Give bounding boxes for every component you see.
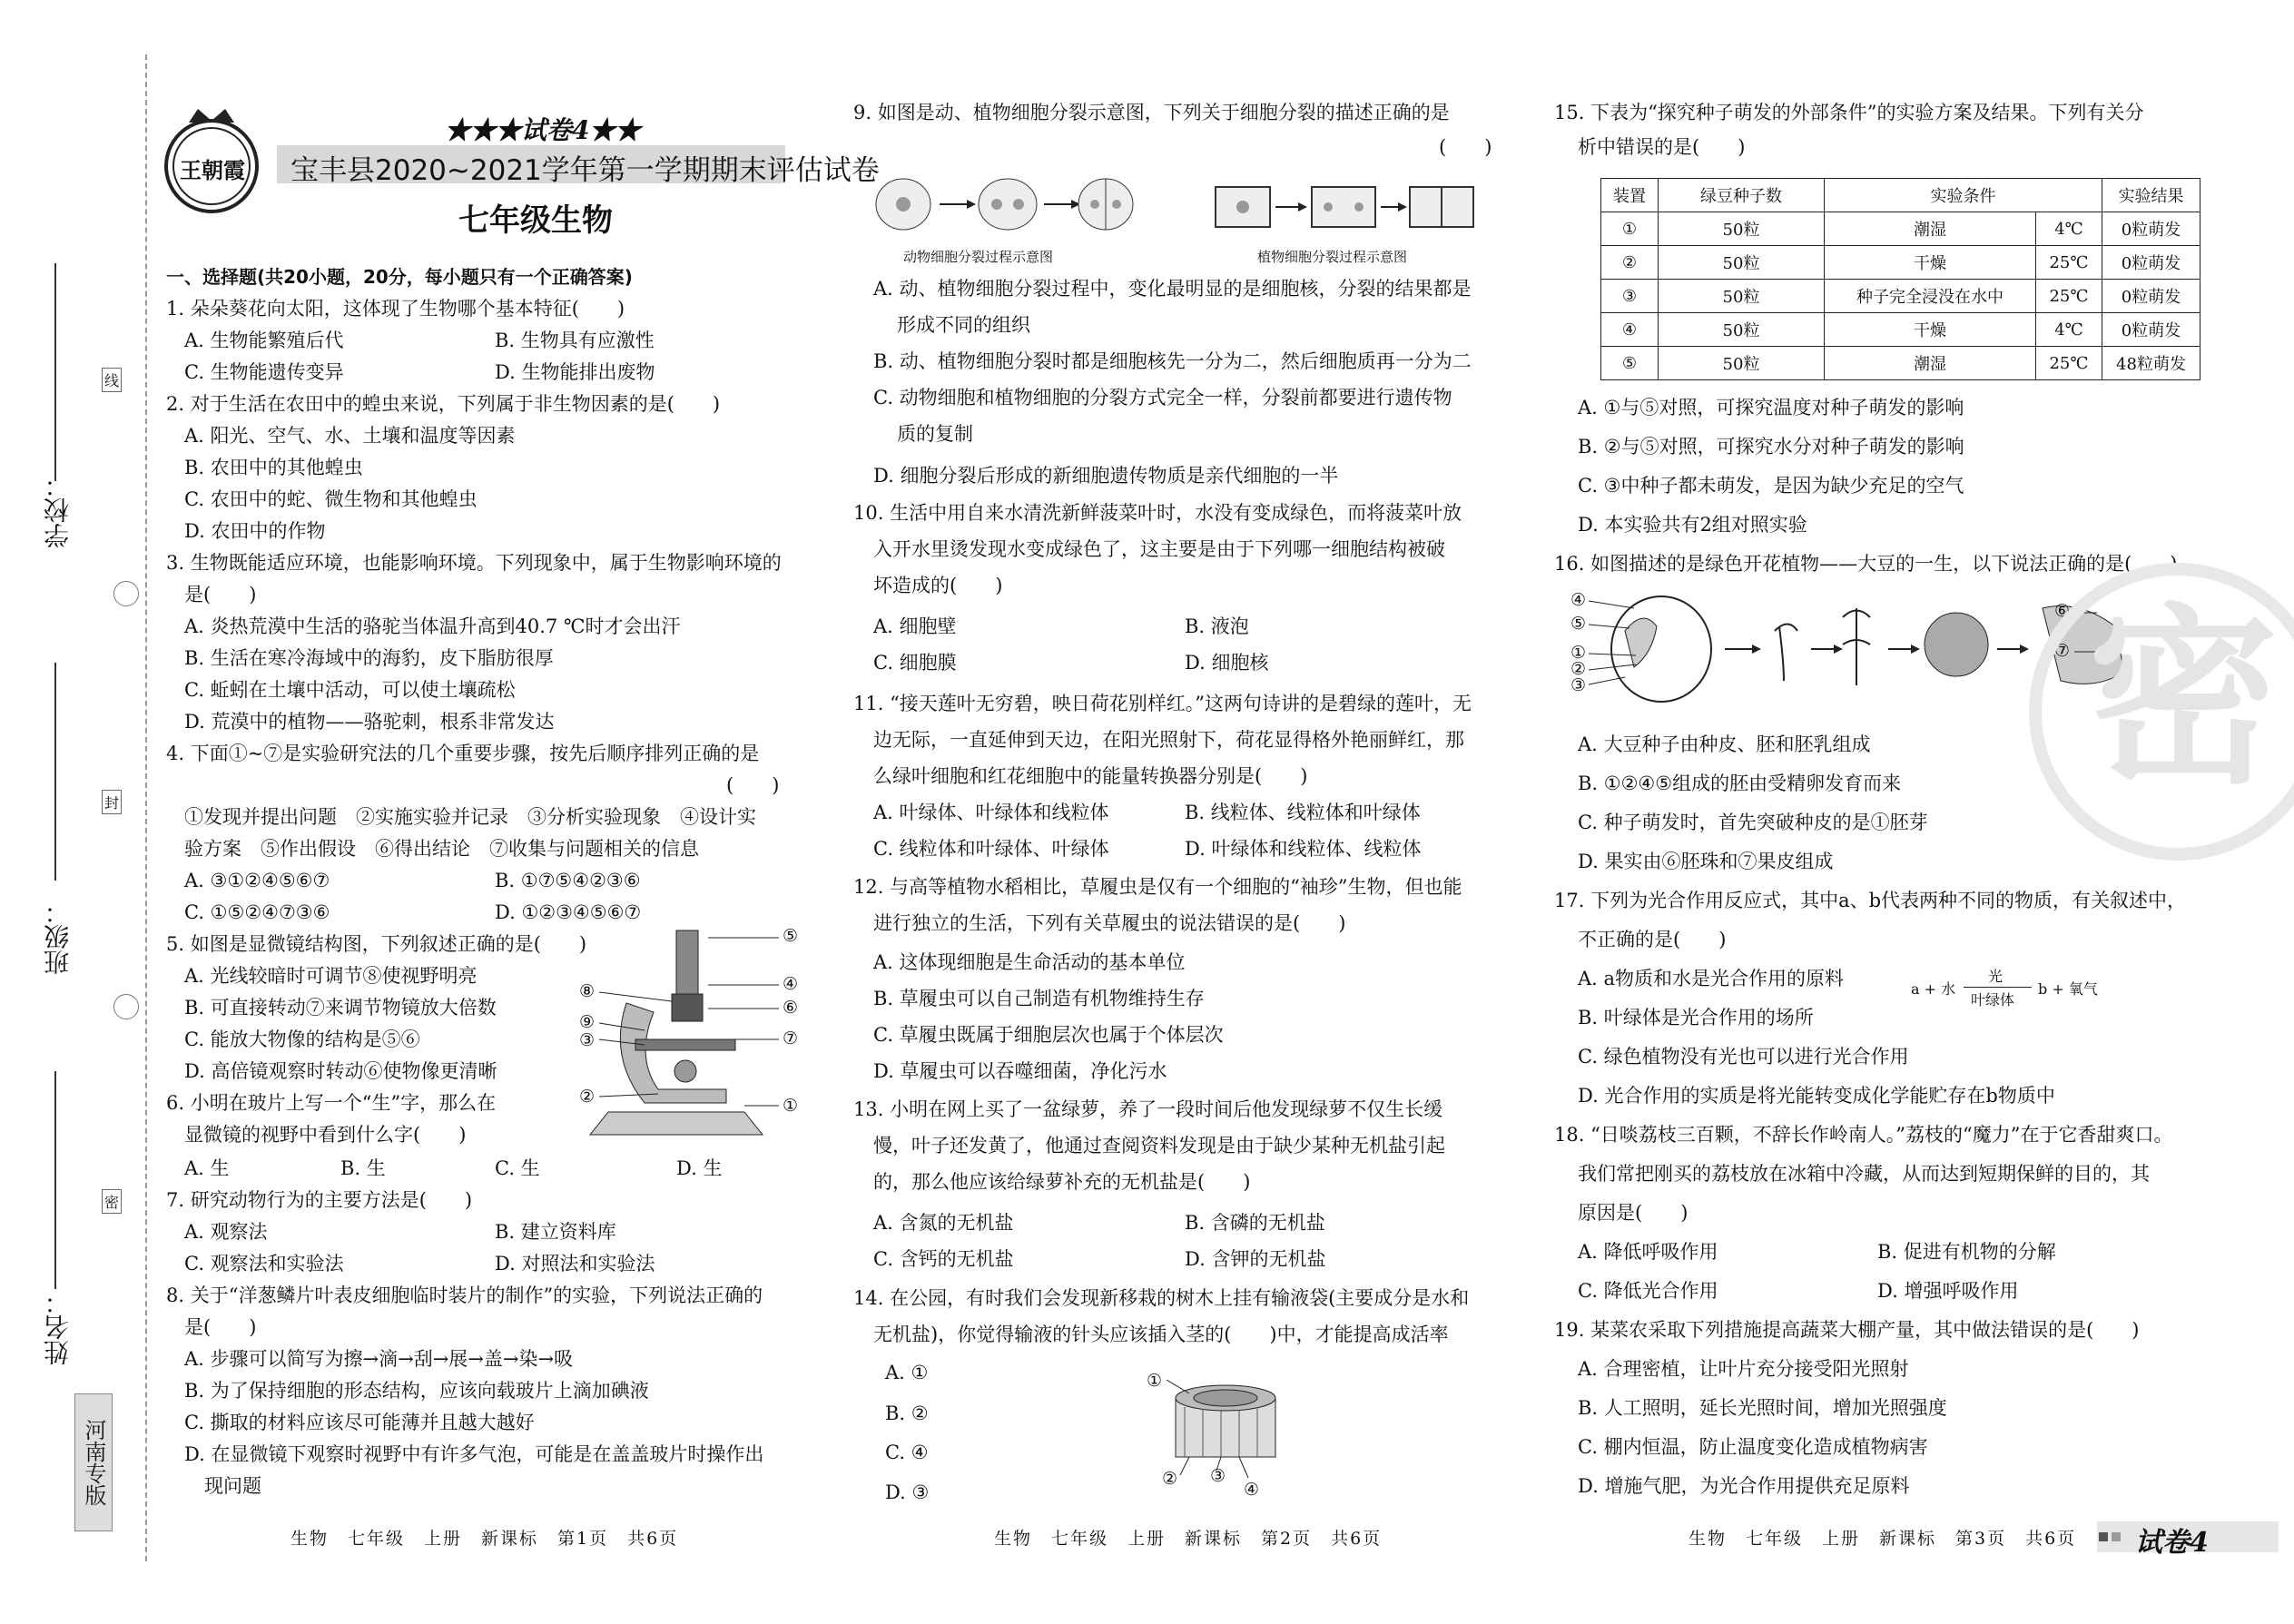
q9-paren: ( ): [1439, 136, 1492, 158]
q15-option-b[interactable]: B. ②与⑤对照，可探究水分对种子萌发的影响: [1578, 436, 1964, 458]
bean-label: ⑦: [2054, 641, 2071, 661]
q17-option-d[interactable]: D. 光合作用的实质是将光能转变成化学能贮存在b物质中: [1578, 1085, 2055, 1107]
equation-arrow: [1964, 987, 2032, 988]
table-cell: ④: [1601, 313, 1659, 347]
q2-option-c[interactable]: C. 农田中的蛇、微生物和其他蝗虫: [184, 488, 478, 510]
q7-option-d[interactable]: D. 对照法和实验法: [495, 1253, 655, 1275]
table-cell: 种子完全浸没在水中: [1825, 280, 2036, 313]
stem-label: ③: [1210, 1466, 1226, 1486]
table-cell: 干燥: [1825, 246, 2036, 280]
microscope-label: ④: [783, 974, 799, 994]
q3-option-d[interactable]: D. 荒漠中的植物——骆驼刺，根系非常发达: [184, 711, 555, 733]
q10-option-c[interactable]: C. 细胞膜: [873, 652, 957, 674]
footer-square-icon: [2099, 1532, 2108, 1541]
q13-option-b[interactable]: B. 含磷的无机盐: [1185, 1212, 1325, 1234]
q17-stem: 17. 下列为光合作用反应式，其中a、b代表两种不同的物质，有关叙述中，: [1554, 890, 2187, 911]
q17-stem-cont: 不正确的是( ): [1578, 929, 1727, 950]
table-cell: 50粒: [1659, 212, 1825, 246]
edition-badge: 河南专版: [74, 1393, 113, 1531]
q2-option-a[interactable]: A. 阳光、空气、水、土壤和温度等因素: [184, 425, 516, 447]
footer-square-icon: [2112, 1532, 2121, 1541]
microscope-label: ⑧: [579, 981, 596, 1001]
q8-stem-cont: 是( ): [184, 1316, 257, 1338]
table-cell: 0粒萌发: [2102, 313, 2200, 347]
q16-option-c[interactable]: C. 种子萌发时，首先突破种皮的是①胚芽: [1578, 812, 1928, 833]
table-cell: ②: [1601, 246, 1659, 280]
q4-option-d[interactable]: D. ①②③④⑤⑥⑦: [495, 901, 642, 923]
q19-option-a[interactable]: A. 合理密植，让叶片充分接受阳光照射: [1578, 1358, 1909, 1380]
binding-dashed-line: [145, 54, 147, 1561]
q7-option-a[interactable]: A. 观察法: [184, 1221, 268, 1243]
q11-stem-cont: 边无际，一直延伸到天边，在阳光照射下，荷花显得格外艳丽鲜红，那: [873, 729, 1464, 751]
q18-option-c[interactable]: C. 降低光合作用: [1578, 1280, 1718, 1302]
q1-option-a[interactable]: A. 生物能繁殖后代: [184, 330, 344, 351]
watermark-text: 密: [2088, 587, 2279, 810]
q14-stem-cont: 无机盐)，你觉得输液的针头应该插入茎的( )中，才能提高成活率: [873, 1324, 1449, 1345]
series-label: ★★★试卷4★★: [445, 115, 641, 145]
q12-option-a[interactable]: A. 这体现细胞是生命活动的基本单位: [873, 951, 1186, 973]
q6-stem-cont: 显微镜的视野中看到什么字( ): [184, 1124, 467, 1146]
q8-stem: 8. 关于“洋葱鳞片叶表皮细胞临时装片的制作”的实验，下列说法正确的: [166, 1284, 763, 1306]
table-cell: 25℃: [2036, 280, 2102, 313]
photosynthesis-equation: [1911, 965, 2111, 1009]
table-cell: 50粒: [1659, 280, 1825, 313]
q5-option-c[interactable]: C. 能放大物像的结构是⑤⑥: [184, 1029, 420, 1050]
stem-label: ①: [1147, 1371, 1163, 1391]
table-header: 实验结果: [2102, 179, 2200, 212]
microscope-label: ⑤: [783, 926, 799, 946]
q5-option-b[interactable]: B. 可直接转动⑦来调节物镜放大倍数: [184, 997, 497, 1019]
q15-option-c[interactable]: C. ③中种子都未萌发，是因为缺少充足的空气: [1578, 475, 1964, 497]
q11-stem: 11. “接天莲叶无穷碧，映日荷花别样红。”这两句诗讲的是碧绿的莲叶，无: [853, 693, 1472, 714]
table-row: [1601, 246, 2200, 280]
q18-stem-cont: 我们常把刚买的荔枝放在冰箱中冷藏，从而达到短期保鲜的目的，其: [1578, 1163, 2150, 1185]
table-cell: 0粒萌发: [2102, 212, 2200, 246]
animal-cell-icon: [871, 172, 1135, 245]
q12-option-b[interactable]: B. 草履虫可以自己制造有机物维持生存: [873, 988, 1205, 1009]
equation-products: b + 氧气: [2038, 980, 2098, 998]
table-header: 装置: [1601, 179, 1659, 212]
q10-stem-cont: 入开水里烫发现水变成绿色了，这主要是由于下列哪一细胞结构被破: [873, 538, 1445, 560]
q16-option-d[interactable]: D. 果实由⑥胚珠和⑦果皮组成: [1578, 851, 1834, 872]
logo-text: 王朝霞: [180, 157, 245, 183]
microscope-label: ⑨: [579, 1012, 596, 1032]
q8-option-c[interactable]: C. 撕取的材料应该尽可能薄并且越大越好: [184, 1412, 535, 1433]
plant-cell-icon: [1212, 180, 1475, 234]
table-cell: 50粒: [1659, 347, 1825, 380]
table-row: [1601, 280, 2200, 313]
q4-paren: ( ): [726, 774, 780, 796]
q11-option-a[interactable]: A. 叶绿体、叶绿体和线粒体: [873, 802, 1109, 823]
plant-cell-division-figure: [1212, 180, 1475, 234]
q4-option-a[interactable]: A. ③①②④⑤⑥⑦: [184, 870, 330, 891]
q4-option-b[interactable]: B. ①⑦⑤④②③⑥: [495, 870, 641, 891]
table-cell: 25℃: [2036, 347, 2102, 380]
q8-option-b[interactable]: B. 为了保持细胞的形态结构，应该向载玻片上滴加碘液: [184, 1380, 649, 1402]
q5-stem: 5. 如图是显微镜结构图，下列叙述正确的是( ): [166, 933, 587, 955]
microscope-label: ③: [579, 1030, 596, 1050]
table-header-row: [1601, 179, 2200, 212]
bean-label: ⑥: [2054, 601, 2071, 621]
equation-condition-light: 光: [1988, 968, 2004, 985]
bean-label: ①: [1570, 643, 1587, 663]
page-footer-1: 生物 七年级 上册 新课标 第1页 共6页: [290, 1529, 679, 1549]
q16-option-a[interactable]: A. 大豆种子由种皮、胚和胚乳组成: [1578, 733, 1871, 755]
table-cell: ⑤: [1601, 347, 1659, 380]
q7-option-b[interactable]: B. 建立资料库: [495, 1221, 616, 1243]
animal-figure-caption: 动物细胞分裂过程示意图: [903, 249, 1054, 265]
table-header: 绿豆种子数: [1659, 179, 1825, 212]
q5-option-d[interactable]: D. 高倍镜观察时转动⑥使物像更清晰: [184, 1060, 497, 1082]
q10-stem: 10. 生活中用自来水清洗新鲜菠菜叶时，水没有变成绿色，而将菠菜叶放: [853, 502, 1462, 524]
q10-option-d[interactable]: D. 细胞核: [1185, 652, 1269, 674]
q3-option-a[interactable]: A. 炎热荒漠中生活的骆驼当体温升高到40.7 ℃时才会出汗: [184, 615, 681, 637]
table-cell: 50粒: [1659, 313, 1825, 347]
q15-option-a[interactable]: A. ①与⑤对照，可探究温度对种子萌发的影响: [1578, 397, 1964, 418]
q14-option-c[interactable]: C. ④: [885, 1442, 929, 1463]
name-label: 姓名：: [43, 1289, 73, 1365]
q11-option-d[interactable]: D. 叶绿体和线粒体、线粒体: [1185, 838, 1422, 860]
q10-stem-cont2: 坏造成的( ): [873, 575, 1003, 596]
q19-stem: 19. 某菜农采取下列措施提高蔬菜大棚产量，其中做法错误的是( ): [1554, 1319, 2140, 1341]
animal-cell-division-figure: [871, 172, 1135, 245]
q13-option-a[interactable]: A. 含氮的无机盐: [873, 1212, 1014, 1234]
section-heading: 一、选择题(共20小题，20分，每小题只有一个正确答案): [166, 266, 633, 288]
q13-stem: 13. 小明在网上买了一盆绿萝，养了一段时间后他发现绿萝不仅生长缓: [853, 1098, 1443, 1120]
q10-option-b[interactable]: B. 液泡: [1185, 615, 1249, 637]
q6-option-d[interactable]: D. 生: [676, 1157, 723, 1179]
microscope-label: ⑦: [783, 1029, 799, 1048]
q9-stem: 9. 如图是动、植物细胞分裂示意图，下列关于细胞分裂的描述正确的是: [853, 102, 1450, 123]
table-cell: 0粒萌发: [2102, 280, 2200, 313]
equation-condition-site: 叶绿体: [1971, 991, 2015, 1009]
q17-option-c[interactable]: C. 绿色植物没有光也可以进行光合作用: [1578, 1046, 1909, 1068]
q9-option-a-cont: 形成不同的组织: [897, 314, 1030, 336]
table-cell: 干燥: [1825, 313, 2036, 347]
binding-word-seal: 封: [102, 790, 122, 814]
q12-stem: 12. 与高等植物水稻相比，草履虫是仅有一个细胞的“袖珍”生物，但也能: [853, 876, 1462, 898]
q1-stem: 1. 朵朵葵花向太阳，这体现了生物哪个基本特征( ): [166, 298, 625, 320]
table-row: [1601, 313, 2200, 347]
q19-option-d[interactable]: D. 增施气肥，为光合作用提供充足原料: [1578, 1475, 1910, 1497]
q13-stem-cont2: 的，那么他应该给绿萝补充的无机盐是( ): [873, 1171, 1251, 1193]
q15-stem: 15. 下表为“探究种子萌发的外部条件”的实验方案及结果。下列有关分: [1554, 102, 2144, 123]
q17-option-a[interactable]: A. a物质和水是光合作用的原料: [1578, 968, 1845, 989]
q17-option-b[interactable]: B. 叶绿体是光合作用的场所: [1578, 1007, 1814, 1029]
q7-option-c[interactable]: C. 观察法和实验法: [184, 1253, 344, 1275]
q9-option-c[interactable]: C. 动物细胞和植物细胞的分裂方式完全一样，分裂前都要进行遗传物: [873, 387, 1452, 408]
q18-stem: 18. “日啖荔枝三百颗，不辞长作岭南人。”荔枝的“魔力”在于它香甜爽口。: [1554, 1124, 2173, 1146]
q19-option-c[interactable]: C. 棚内恒温，防止温度变化造成植物病害: [1578, 1436, 1928, 1458]
q18-option-a[interactable]: A. 降低呼吸作用: [1578, 1241, 1718, 1263]
q16-option-b[interactable]: B. ①②④⑤组成的胚由受精卵发育而来: [1578, 773, 1902, 794]
q18-option-d[interactable]: D. 增强呼吸作用: [1877, 1280, 2019, 1302]
q13-stem-cont: 慢，叶子还发黄了，他通过查阅资料发现是由于缺少某种无机盐引起: [873, 1135, 1445, 1156]
q6-stem: 6. 小明在玻片上写一个“生”字，那么在: [166, 1092, 497, 1114]
stem-label: ②: [1162, 1469, 1178, 1489]
table-cell: 48粒萌发: [2102, 347, 2200, 380]
series-text: 试卷4: [521, 115, 590, 145]
bean-label: ②: [1570, 659, 1587, 679]
q14-option-a[interactable]: A. ①: [885, 1362, 929, 1383]
equation-reactants: a + 水: [1911, 980, 1956, 998]
q18-stem-cont2: 原因是( ): [1578, 1202, 1689, 1224]
q6-option-b[interactable]: B. 生: [340, 1157, 386, 1179]
q4-option-c[interactable]: C. ①⑤②④⑦③⑥: [184, 901, 330, 923]
q1-option-c[interactable]: C. 生物能遗传变异: [184, 361, 344, 383]
q13-option-d[interactable]: D. 含钾的无机盐: [1185, 1248, 1326, 1270]
name-blank-line: [54, 1071, 56, 1289]
q14-stem: 14. 在公园，有时我们会发现新移栽的树木上挂有输液袋(主要成分是水和: [853, 1287, 1470, 1309]
table-cell: 4℃: [2036, 313, 2102, 347]
q9-option-a[interactable]: A. 动、植物细胞分裂过程中，变化最明显的是细胞核，分裂的结果都是: [873, 278, 1472, 300]
class-label: 班级：: [43, 899, 73, 975]
q11-option-c[interactable]: C. 线粒体和叶绿体、叶绿体: [873, 838, 1109, 860]
q4-steps-line1: ①发现并提出问题 ②实施实验并记录 ③分析实验现象 ④设计实: [184, 806, 756, 828]
punch-hole-icon: [113, 994, 139, 1019]
q14-option-b[interactable]: B. ②: [885, 1403, 929, 1424]
q9-option-d[interactable]: D. 细胞分裂后形成的新细胞遗传物质是亲代细胞的一半: [873, 465, 1339, 487]
q11-option-b[interactable]: B. 线粒体、线粒体和叶绿体: [1185, 802, 1421, 823]
microscope-label: ①: [783, 1096, 799, 1116]
q6-option-a[interactable]: A. 生: [184, 1157, 230, 1179]
stem-cross-section-figure: [1139, 1371, 1321, 1507]
table-row: [1601, 347, 2200, 380]
table-cell: 潮湿: [1825, 347, 2036, 380]
q2-option-b[interactable]: B. 农田中的其他蝗虫: [184, 457, 363, 478]
school-blank-line: [54, 263, 56, 481]
binding-word-line: 线: [102, 368, 122, 392]
q15-option-d[interactable]: D. 本实验共有2组对照实验: [1578, 514, 1807, 536]
q1-option-b[interactable]: B. 生物具有应激性: [495, 330, 655, 351]
subject-title: 七年级生物: [458, 202, 613, 239]
q4-stem: 4. 下面①~⑦是实验研究法的几个重要步骤，按先后顺序排列正确的是: [166, 743, 760, 764]
q3-stem: 3. 生物既能适应环境，也能影响环境。下列现象中，属于生物影响环境的: [166, 552, 782, 574]
q8-option-d[interactable]: D. 在显微镜下观察时视野中有许多气泡，可能是在盖盖玻片时操作出: [184, 1443, 764, 1465]
microscope-figure: [572, 921, 812, 1148]
footer-series-tag: 试卷4: [2135, 1527, 2209, 1559]
microscope-label: ②: [579, 1087, 596, 1107]
q14-option-d[interactable]: D. ③: [885, 1481, 930, 1503]
microscope-icon: [572, 921, 812, 1148]
page-footer-2: 生物 七年级 上册 新课标 第2页 共6页: [994, 1529, 1383, 1549]
table-header: 实验条件: [1825, 179, 2102, 212]
q8-option-d-cont: 现问题: [204, 1475, 261, 1497]
table-row: [1601, 212, 2200, 246]
punch-hole-icon: [113, 581, 139, 606]
q12-option-d[interactable]: D. 草履虫可以吞噬细菌，净化污水: [873, 1060, 1167, 1082]
q9-option-b[interactable]: B. 动、植物细胞分裂时都是细胞核先一分为二，然后细胞质再一分为二: [873, 350, 1472, 372]
table-cell: 潮湿: [1825, 212, 2036, 246]
stem-label: ④: [1244, 1480, 1260, 1500]
q3-stem-cont: 是( ): [184, 584, 257, 605]
bean-label: ⑤: [1570, 614, 1587, 634]
table-cell: 25℃: [2036, 246, 2102, 280]
q2-stem: 2. 对于生活在农田中的蝗虫来说，下列属于非生物因素的是( ): [166, 393, 721, 415]
class-blank-line: [54, 663, 56, 881]
bean-label: ③: [1570, 675, 1587, 695]
q16-stem: 16. 如图描述的是绿色开花植物——大豆的一生，以下说法正确的是( ): [1554, 553, 2178, 575]
page-footer-3: 生物 七年级 上册 新课标 第3页 共6页: [1689, 1529, 2077, 1549]
q13-option-c[interactable]: C. 含钙的无机盐: [873, 1248, 1014, 1270]
microscope-label: ⑥: [783, 998, 799, 1018]
q12-option-c[interactable]: C. 草履虫既属于细胞层次也属于个体层次: [873, 1024, 1224, 1046]
exam-title: 宝丰县2020~2021学年第一学期期末评估试卷: [290, 154, 880, 187]
q10-option-a[interactable]: A. 细胞壁: [873, 615, 957, 637]
q19-option-b[interactable]: B. 人工照明，延长光照时间，增加光照强度: [1578, 1397, 1947, 1419]
seed-germination-table: [1600, 178, 2200, 380]
q8-option-a[interactable]: A. 步骤可以简写为擦→滴→刮→展→盖→染→吸: [184, 1348, 574, 1370]
bean-label: ④: [1570, 590, 1587, 610]
q6-option-c[interactable]: C. 生: [495, 1157, 540, 1179]
q15-stem-cont: 析中错误的是( ): [1578, 136, 1746, 158]
q7-stem: 7. 研究动物行为的主要方法是( ): [166, 1189, 473, 1211]
q3-option-b[interactable]: B. 生活在寒冷海域中的海豹，皮下脂肪很厚: [184, 647, 554, 669]
binding-word-secret: 密: [102, 1189, 122, 1214]
table-cell: ①: [1601, 212, 1659, 246]
q18-option-b[interactable]: B. 促进有机物的分解: [1877, 1241, 2056, 1263]
table-cell: ③: [1601, 280, 1659, 313]
q3-option-c[interactable]: C. 蚯蚓在土壤中活动，可以使土壤疏松: [184, 679, 516, 701]
q4-steps-line2: 验方案 ⑤作出假设 ⑥得出结论 ⑦收集与问题相关的信息: [184, 838, 699, 860]
table-cell: 4℃: [2036, 212, 2102, 246]
table-cell: 50粒: [1659, 246, 1825, 280]
q11-stem-cont2: 么绿叶细胞和红花细胞中的能量转换器分别是( ): [873, 765, 1308, 787]
plant-figure-caption: 植物细胞分裂过程示意图: [1257, 249, 1408, 265]
school-label: 学校：: [43, 472, 73, 548]
q9-option-c-cont: 质的复制: [897, 423, 973, 445]
q5-option-a[interactable]: A. 光线较暗时可调节⑧使视野明亮: [184, 965, 478, 987]
q1-option-d[interactable]: D. 生物能排出废物: [495, 361, 655, 383]
q2-option-d[interactable]: D. 农田中的作物: [184, 520, 326, 542]
table-cell: 0粒萌发: [2102, 246, 2200, 280]
q12-stem-cont: 进行独立的生活，下列有关草履虫的说法错误的是( ): [873, 912, 1346, 934]
